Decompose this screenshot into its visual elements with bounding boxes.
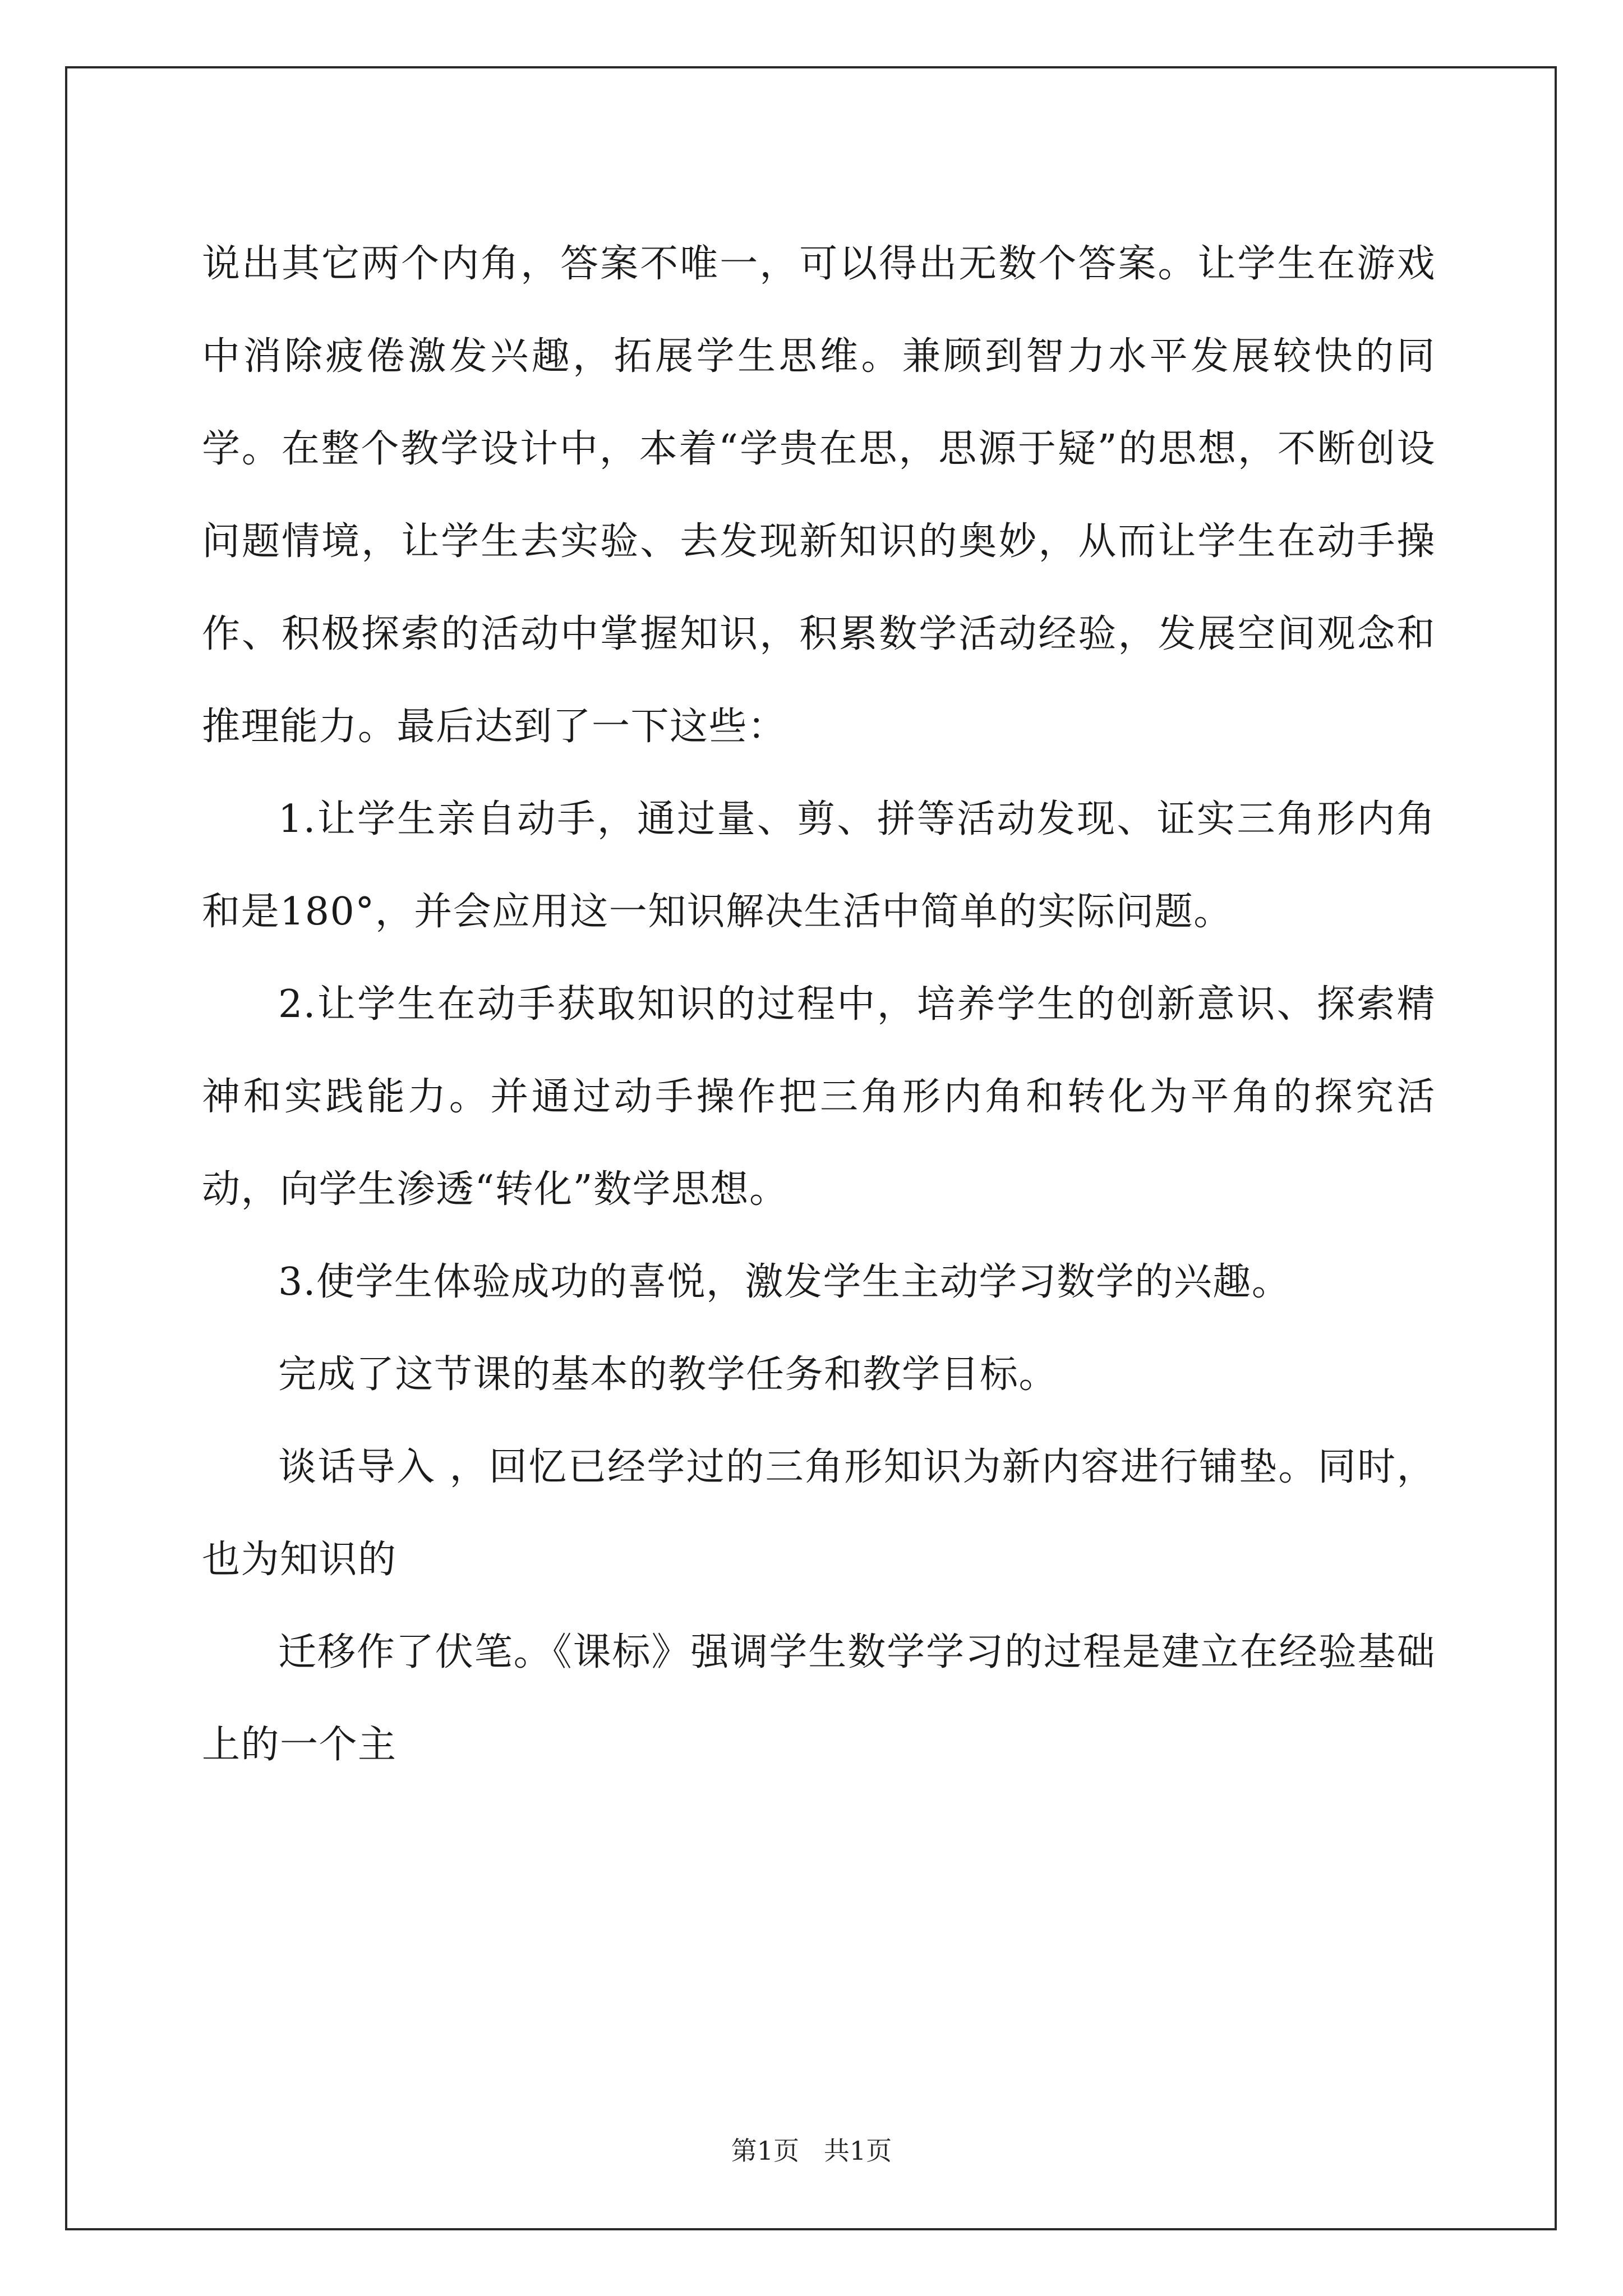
paragraph-6: 谈话导入 ，回忆已经学过的三角形知识为新内容进行铺垫。同时，也为知识的: [202, 1445, 1436, 1582]
page-footer: 第1页 共1页: [731, 2136, 892, 2166]
paragraph-4: 3.使学生体验成功的喜悦，激发学生主动学习数学的兴趣。: [278, 1260, 1291, 1304]
paragraph-7: 迁移作了伏笔。《课标》强调学生数学学习的过程是建立在经验基础上的一个主: [202, 1630, 1436, 1767]
paragraph-2: 1.让学生亲自动手，通过量、剪、拼等活动发现、证实三角形内角和是180°，并会应用这一知识解决生活中简单的实际问题。: [202, 797, 1436, 934]
paragraph-3: 2.让学生在动手获取知识的过程中，培养学生的创新意识、探索精神和实践能力。并通过动手操作把三角形内角和转化为平角的探究活动，向学生渗透“转化”数学思想。: [202, 982, 1436, 1212]
paragraph-5: 完成了这节课的基本的教学任务和教学目标。: [278, 1352, 1058, 1397]
paragraph-1: 说出其它两个内角，答案不唯一，可以得出无数个答案。让学生在游戏中消除疲倦激发兴趣，拓展学生思维。兼顾到智力水平发展较快的同学。在整个教学设计中，本着“学贵在思，思源于疑”的思想，不断创设问题情境，让学生去实验、去发现新知识的奥妙，从而让学生在动手操作、积极探索的活动中掌握知识，积累数学活动经验，发展空间观念和推理能力。最后达到了一下这些：: [202, 242, 1436, 749]
document-body: [202, 218, 1436, 1791]
